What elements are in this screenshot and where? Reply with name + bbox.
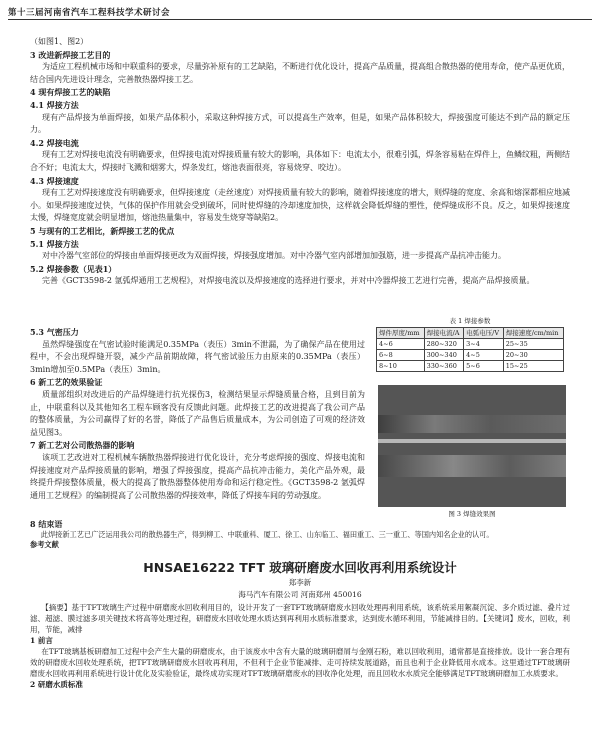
abstract: 【摘要】基于TFT玻璃生产过程中研磨废水回收利用目的，设计开发了一套TFT玻璃研磨废水回收处理再利用系统，该系统采用絮凝沉淀、多介质过滤、叠片过滤、超滤、膜过滤多项关键技术将高等处理过程，研磨废水回收处理水质达到再利用水质标准要求，达到废水循环利用，节能减排目的。【关键词】废水，回收，利用，节能，减排 bbox=[30, 603, 570, 634]
section-5-1-title: 5.1 焊接方法 bbox=[30, 238, 79, 249]
running-header: 第十三届河南省汽车工程科技学术研讨会 bbox=[8, 8, 171, 18]
table-header: 焊件厚度/mm bbox=[377, 328, 425, 339]
table-header: 焊接电流/A bbox=[424, 328, 464, 339]
section-4-1-text: 现有产品焊接为单面焊接，如果产品体积小，采取这种焊接方式，可以提高生产效率，但是，如果产品体积较大，焊接强度可能达不到产品的额定压力。 bbox=[30, 112, 570, 135]
section-4-3-text: 现有工艺对焊接速度没有明确要求，但焊接速度（走丝速度）对焊接质量有较大的影响，随着焊接速度的增大，则焊缝的宽度、余高和熔深都相应地减小。如果焊接速度过快，气体的保护作用就会受到破坏，同时使焊缝的冷却速度加快，这样就会降低焊缝的塑性，使焊缝成形不良。反之，如果焊接速度太慢，焊缝宽度就会明显增加，熔池热量集中，容易发生烧穿等缺陷2。 bbox=[30, 188, 570, 223]
table-cell: 4~5 bbox=[464, 350, 504, 361]
table-cell: 4~6 bbox=[377, 339, 425, 350]
table-cell: 20~30 bbox=[503, 350, 563, 361]
table-cell: 25~35 bbox=[503, 339, 563, 350]
section-4-3-title: 4.3 焊接速度 bbox=[30, 175, 79, 186]
section-7-title: 7 新工艺对公司散热器的影响 bbox=[30, 440, 135, 451]
figure-caption: 图 3 焊缝效果图 bbox=[448, 510, 496, 518]
section-6-title: 6 新工艺的效果验证 bbox=[30, 377, 103, 388]
article-2-affiliation: 海马汽车有限公司 河南郑州 450016 bbox=[238, 590, 362, 599]
table-cell: 3~4 bbox=[464, 339, 504, 350]
table-cell: 300~340 bbox=[424, 350, 464, 361]
table-row bbox=[377, 361, 564, 372]
references-title: 参考文献 bbox=[30, 539, 59, 549]
article-2-author: 郑李新 bbox=[288, 578, 312, 587]
table-header: 电弧电压/V bbox=[464, 328, 504, 339]
table-row bbox=[377, 339, 564, 350]
table-cell: 5~6 bbox=[464, 361, 504, 372]
section-3-title: 3 改进新焊接工艺目的 bbox=[30, 49, 111, 60]
section-6-text: 质量部组织对改进后的产品焊缝进行抗光探伤3，检测结果显示焊缝质量合格，且到目前为止，中联重科以及其他知名工程车顾客没有反馈此问题。此焊接工艺的改进提高了我公司产品的整体质量，为公司赢得了好的名誉，降低了产品售后质量成本，为公司创造了可观的经济效益见图3。 bbox=[30, 389, 365, 437]
section-4-2-title: 4.2 焊接电流 bbox=[30, 137, 79, 148]
section-5-3-title: 5.3 气密压力 bbox=[30, 327, 79, 337]
article-2-title: HNSAE16222 TFT 玻璃研磨废水回收再利用系统设计 bbox=[143, 560, 457, 575]
table-row bbox=[377, 350, 564, 361]
table-cell: 15~25 bbox=[503, 361, 563, 372]
article-1-body-narrow bbox=[30, 326, 365, 502]
figure-reference: （如图1、图2） bbox=[30, 37, 89, 46]
article-1-conclusion bbox=[30, 530, 570, 549]
article-1-tail bbox=[30, 518, 570, 531]
weld-effect-photo bbox=[378, 385, 566, 507]
a2-section-2-title: 2 研磨水质标准 bbox=[30, 680, 83, 689]
photo-metal-band-upper bbox=[378, 415, 566, 433]
table-caption: 表 1 焊接参数 bbox=[449, 317, 491, 325]
table-cell: 280~320 bbox=[424, 339, 464, 350]
header-divider bbox=[8, 19, 592, 20]
section-7-text: 该项工艺改进对工程机械车辆散热器焊接进行优化设计，充分考虑焊接的强度、焊接电流和焊接速度对产品焊接质量的影响，增强了焊接强度，提高产品抗冲击能力，美化产品外观，最终提升焊接整体质量，极大的提高了散热器整体使用寿命和运行稳定性。《GCT3598-2 氩弧焊通用工艺规程》的编制提高了公司散热器的焊接效率，降低了焊接车间的劳动强度。 bbox=[30, 452, 365, 500]
article-2-body bbox=[30, 602, 570, 690]
section-5-3-text: 虽然焊缝强度在气密试验时能满足0.35MPa（表压）3min不泄漏，为了确保产品在使用过程中，不会出现焊缝开裂，减少产品前期故障，将气密试验压力由原来的0.35MPa（表压）3min增加至0.5MPa（表压）3min。 bbox=[30, 339, 365, 374]
table-cell: 6~8 bbox=[377, 350, 425, 361]
section-3-text: 为适应工程机械市场和中联重科的要求，尽量弥补原有的工艺缺陷，不断进行优化设计，提高产品质量，提高组合散热器的使用寿命，使产品更优质，结合国内先进设计理念，完善散热器焊接工艺。 bbox=[30, 62, 570, 84]
section-4-1-title: 4.1 焊接方法 bbox=[30, 99, 79, 110]
article-1-body bbox=[30, 36, 570, 288]
table-header: 焊接速度/cm/min bbox=[503, 328, 563, 339]
section-4-2-text: 现有工艺对焊接电流没有明确要求，但焊接电流对焊接质量有较大的影响，具体如下：电流太小，很难引弧，焊条容易粘在焊件上，鱼鳞纹粗，两侧结合不好；电流太大，焊接时飞溅和烟雾大，焊条发红，熔池表面很亮，容易烧穿、咬边）。 bbox=[30, 150, 570, 172]
section-5-title: 5 与现有的工艺相比，新焊接工艺的优点 bbox=[30, 225, 175, 236]
section-4-title: 4 现有焊接工艺的缺陷 bbox=[30, 87, 111, 98]
a2-section-1-title: 1 前言 bbox=[30, 636, 53, 645]
section-8-title: 8 结束语 bbox=[30, 519, 63, 529]
section-8-text: 此焊接新工艺已广泛运用我公司的散热器生产，得到柳工、中联重科、厦工、徐工、山东临工、福田重工、三一重工、等国内知名企业的认可。 bbox=[40, 530, 494, 539]
section-5-1-text: 对中冷器气室部位的焊接由单面焊接更改为双面焊接，焊接强度增加。对中冷器气室内部增加加强筋，进一步提高产品抗冲击能力。 bbox=[42, 251, 506, 261]
section-5-2-title: 5.2 焊接参数（见表1） bbox=[30, 263, 117, 274]
welding-parameters-table bbox=[376, 316, 564, 372]
table-cell: 330~360 bbox=[424, 361, 464, 372]
photo-metal-band-lower bbox=[378, 455, 566, 477]
table-cell: 8~10 bbox=[377, 361, 425, 372]
section-5-2-text: 完善《GCT3598-2 氩弧焊通用工艺规程》，对焊接电流以及焊接速度的选择进行要求，并对中冷器焊接工艺进行完善，提高产品焊接质量。 bbox=[42, 276, 535, 286]
photo-weld-seam bbox=[378, 439, 566, 443]
a2-section-1-text: 在TFT玻璃基板研磨加工过程中会产生大量的研磨废水，由于该废水中含有大量的玻璃研磨屑与金刚石粉，难以回收利用，通常都是直接排放。设计一套合理有效的研磨废水回收处理系统，把TFT玻璃研磨废水回收再利用，不但利于企业节能减排、走可持续发展道路，而且也利于企业降低用水成本。这里通过TFT玻璃研磨废水回收再利用系统进行设计优化及实验验证，最终成功实现对TFT玻璃研磨废水的回收净化处理，而且回收水水质完全能够满足TFT玻璃研磨加工水质要求。 bbox=[30, 647, 570, 678]
